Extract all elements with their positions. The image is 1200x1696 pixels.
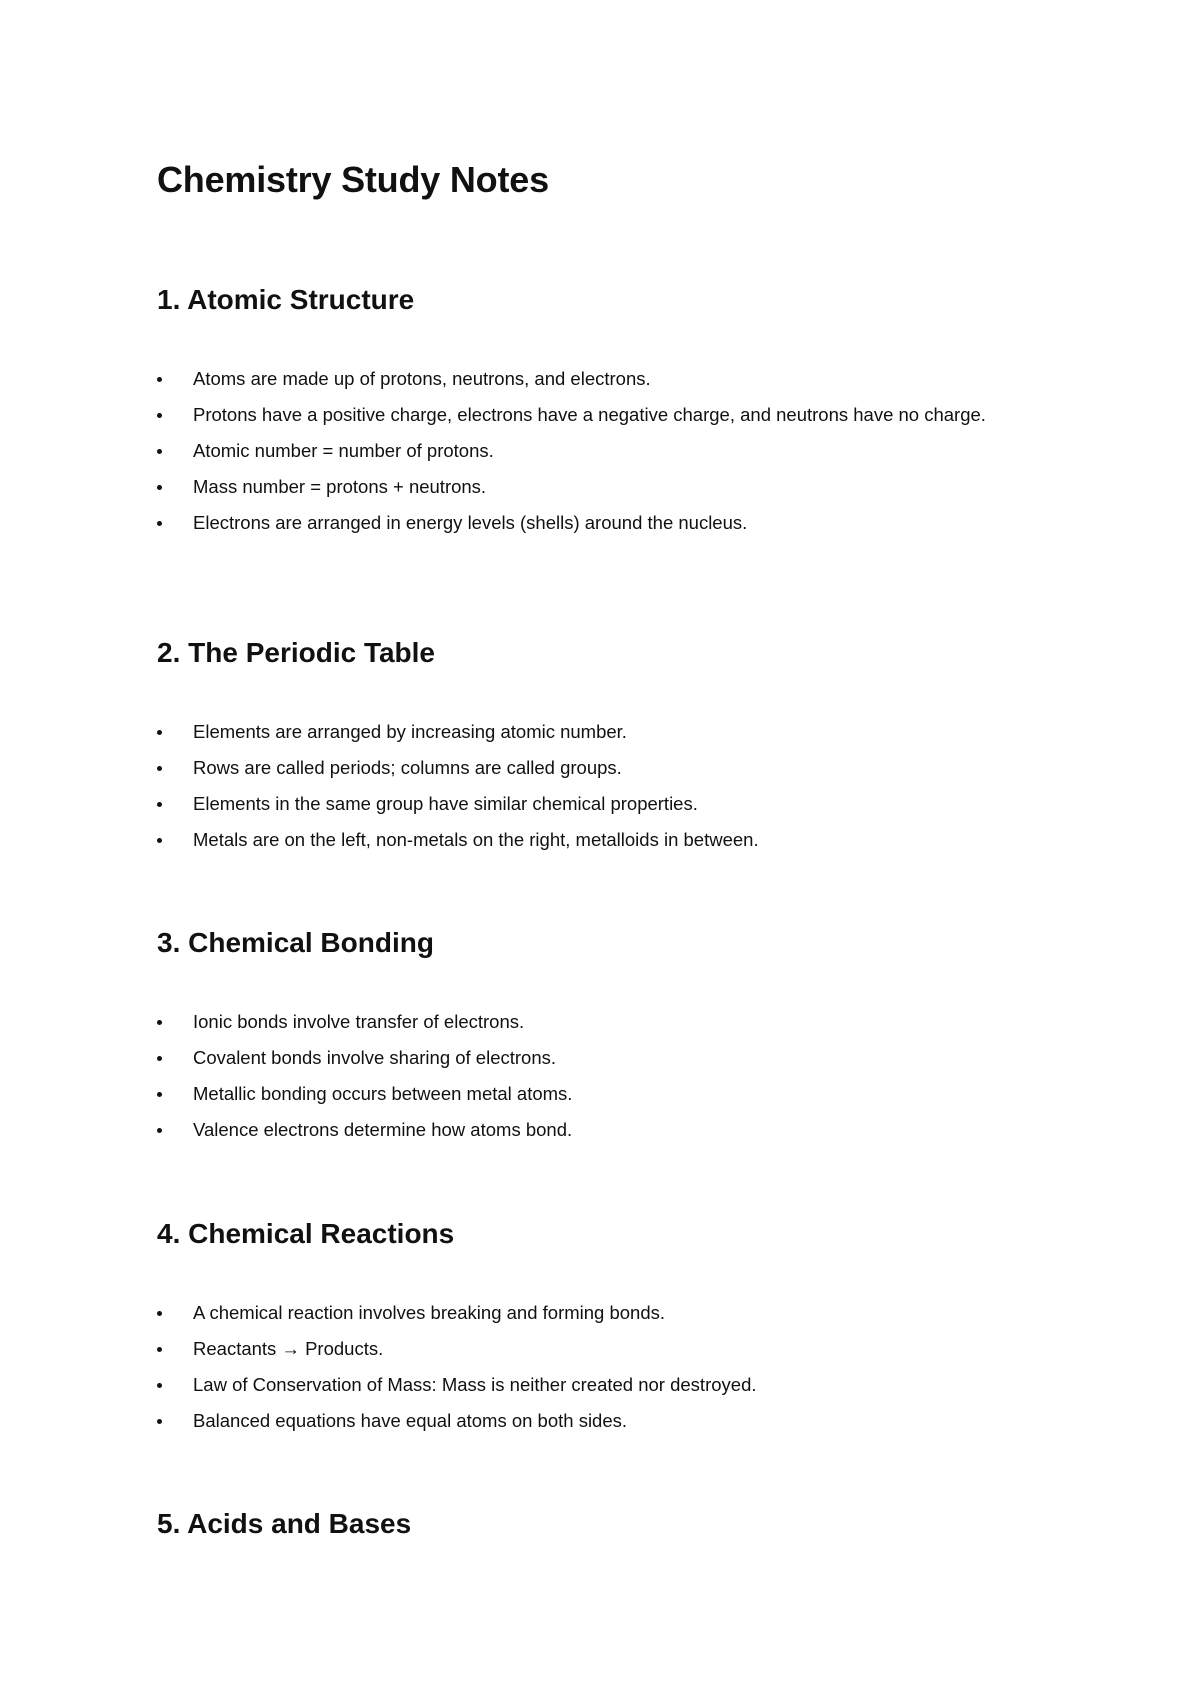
list-item <box>157 438 1023 463</box>
bullet-icon <box>157 413 162 418</box>
list-item-text: Ionic bonds involve transfer of electrons. <box>193 1011 525 1032</box>
list-item <box>157 1009 1023 1034</box>
section-atomic-structure <box>157 283 1017 546</box>
list-item-text: Law of Conservation of Mass: Mass is neither created nor destroyed. <box>193 1374 757 1395</box>
bullet-icon <box>157 838 162 843</box>
list-item <box>157 1300 1023 1325</box>
list-item-text: Balanced equations have equal atoms on both sides. <box>193 1410 628 1431</box>
bullet-icon <box>157 1020 162 1025</box>
bullet-icon <box>157 1419 162 1424</box>
list-item <box>157 510 1023 535</box>
section-heading: 4. Chemical Reactions <box>157 1218 455 1249</box>
list-item-text: Metals are on the left, non-metals on the right, metalloids in between. <box>193 829 759 850</box>
bullet-icon <box>157 1092 162 1097</box>
list-item-text: Electrons are arranged in energy levels (shells) around the nucleus. <box>193 512 748 533</box>
list-item-text: Elements are arranged by increasing atomic number. <box>193 721 627 742</box>
section-acids-and-bases <box>157 1507 1017 1541</box>
list-item-text: Protons have a positive charge, electrons have a negative charge, and neutrons have no charge. <box>193 404 986 425</box>
section-heading: 3. Chemical Bonding <box>157 927 434 958</box>
section-chemical-bonding <box>157 926 1017 1153</box>
list-item <box>157 1045 1023 1070</box>
section-heading: 2. The Periodic Table <box>157 637 436 668</box>
bullet-list <box>157 1300 1017 1433</box>
bullet-icon <box>157 1347 162 1352</box>
list-item <box>157 1117 1023 1142</box>
bullet-list <box>157 366 1017 535</box>
section-periodic-table <box>157 636 1017 863</box>
list-item <box>157 366 1023 391</box>
bullet-icon <box>157 802 162 807</box>
bullet-icon <box>157 1128 162 1133</box>
bullet-list <box>157 719 1017 852</box>
list-item <box>157 791 1023 816</box>
list-item <box>157 755 1023 780</box>
list-item <box>157 1081 1023 1106</box>
section-chemical-reactions <box>157 1217 1017 1444</box>
list-item-text: Valence electrons determine how atoms bond. <box>193 1119 573 1140</box>
list-item <box>157 1372 1023 1397</box>
bullet-list <box>157 1009 1017 1142</box>
bullet-icon <box>157 1311 162 1316</box>
list-item-text: Atomic number = number of protons. <box>193 440 494 461</box>
list-item-text: Metallic bonding occurs between metal atoms. <box>193 1083 573 1104</box>
section-heading: 1. Atomic Structure <box>157 284 415 315</box>
list-item <box>157 1336 1023 1361</box>
list-item-text: A chemical reaction involves breaking and forming bonds. <box>193 1302 666 1323</box>
bullet-icon <box>157 1056 162 1061</box>
list-item-text: Covalent bonds involve sharing of electrons. <box>193 1047 557 1068</box>
bullet-icon <box>157 521 162 526</box>
bullet-icon <box>157 377 162 382</box>
list-item <box>157 1408 1023 1433</box>
bullet-icon <box>157 449 162 454</box>
list-item <box>157 827 1023 852</box>
list-item-text: Rows are called periods; columns are called groups. <box>193 757 622 778</box>
list-item <box>157 719 1023 744</box>
list-item <box>157 402 1023 427</box>
bullet-icon <box>157 1383 162 1388</box>
bullet-icon <box>157 485 162 490</box>
list-item-text: Mass number = protons + neutrons. <box>193 476 487 497</box>
list-item-text: Elements in the same group have similar chemical properties. <box>193 793 698 814</box>
document-title: Chemistry Study Notes <box>157 159 549 200</box>
section-heading: 5. Acids and Bases <box>157 1508 412 1539</box>
list-item-text: Reactants → Products. <box>193 1338 384 1359</box>
list-item-text: Atoms are made up of protons, neutrons, and electrons. <box>193 368 651 389</box>
list-item <box>157 474 1023 499</box>
bullet-icon <box>157 766 162 771</box>
bullet-icon <box>157 730 162 735</box>
